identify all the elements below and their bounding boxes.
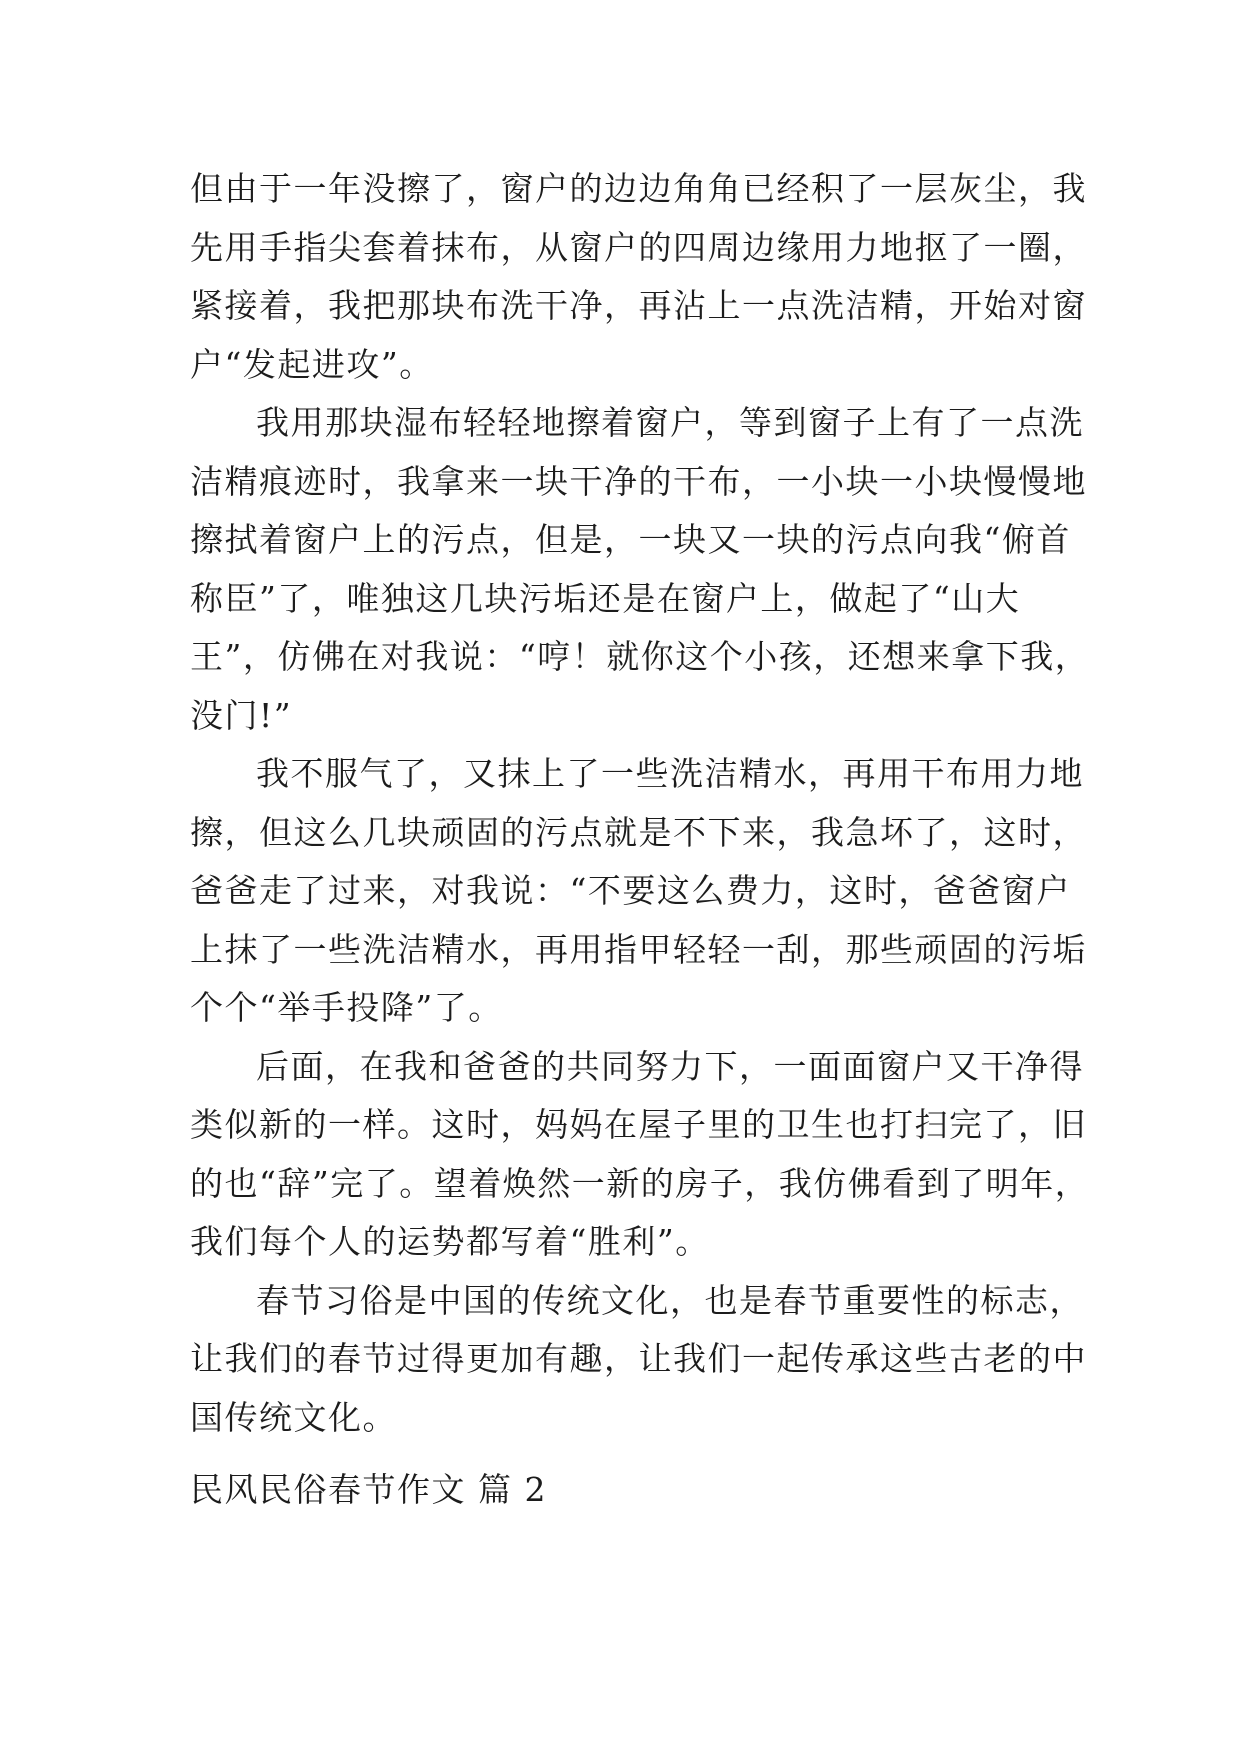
section-heading: 民风民俗春节作文 篇 2	[190, 1470, 547, 1509]
text-line: 个个“举手投降”了。	[190, 988, 503, 1027]
text-line: 我用那块湿布轻轻地擦着窗户，等到窗子上有了一点洗	[256, 403, 1084, 442]
text-line: 洁精痕迹时，我拿来一块干净的干布，一小块一小块慢慢地	[190, 461, 1087, 501]
text-line: 但由于一年没擦了，窗户的边边角角已经积了一层灰尘，我	[190, 169, 1087, 208]
text-line: 春节习俗是中国的传统文化，也是春节重要性的标志，	[256, 1280, 1084, 1320]
text-line: 称臣”了，唯独这几块污垢还是在窗户上，做起了“山大	[190, 578, 1021, 618]
paragraph	[190, 1272, 1087, 1448]
text-line: 类似新的一样。这时，妈妈在屋子里的卫生也打扫完了，旧	[190, 1105, 1087, 1144]
text-line: 的也“辞”完了。望着焕然一新的房子，我仿佛看到了明年，	[190, 1163, 1090, 1203]
text-line: 王”，仿佛在对我说：“哼！就你这个小孩，还想来拿下我，	[190, 637, 1090, 676]
text-line: 擦，但这么几块顽固的污点就是不下来，我急坏了，这时，	[190, 812, 1087, 852]
text-line: 我们每个人的运势都写着“胜利”。	[190, 1222, 710, 1261]
text-line: 户“发起进攻”。	[190, 344, 434, 384]
text-line: 爸爸走了过来，对我说：“不要这么费力，这时，爸爸窗户	[190, 871, 1071, 910]
text-line: 后面，在我和爸爸的共同努力下，一面面窗户又干净得	[256, 1046, 1084, 1086]
paragraph	[190, 394, 1090, 745]
text-line: 先用手指尖套着抹布，从窗户的四周边缘用力地抠了一圈，	[190, 227, 1087, 267]
document-body	[190, 160, 1090, 1447]
paragraph	[190, 745, 1087, 1038]
text-line: 紧接着，我把那块布洗干净，再沾上一点洗洁精，开始对窗	[190, 286, 1087, 325]
paragraph	[190, 160, 1087, 394]
text-line: 国传统文化。	[190, 1397, 397, 1437]
text-line: 让我们的春节过得更加有趣，让我们一起传承这些古老的中	[190, 1339, 1087, 1378]
paragraph	[190, 1038, 1090, 1272]
text-line: 上抹了一些洗洁精水，再用指甲轻轻一刮，那些顽固的污垢	[190, 929, 1087, 969]
text-line: 擦拭着窗户上的污点，但是，一块又一块的污点向我“俯首	[190, 520, 1071, 559]
text-line: 我不服气了，又抹上了一些洗洁精水，再用干布用力地	[256, 754, 1084, 793]
text-line: 没门!”	[190, 695, 293, 735]
